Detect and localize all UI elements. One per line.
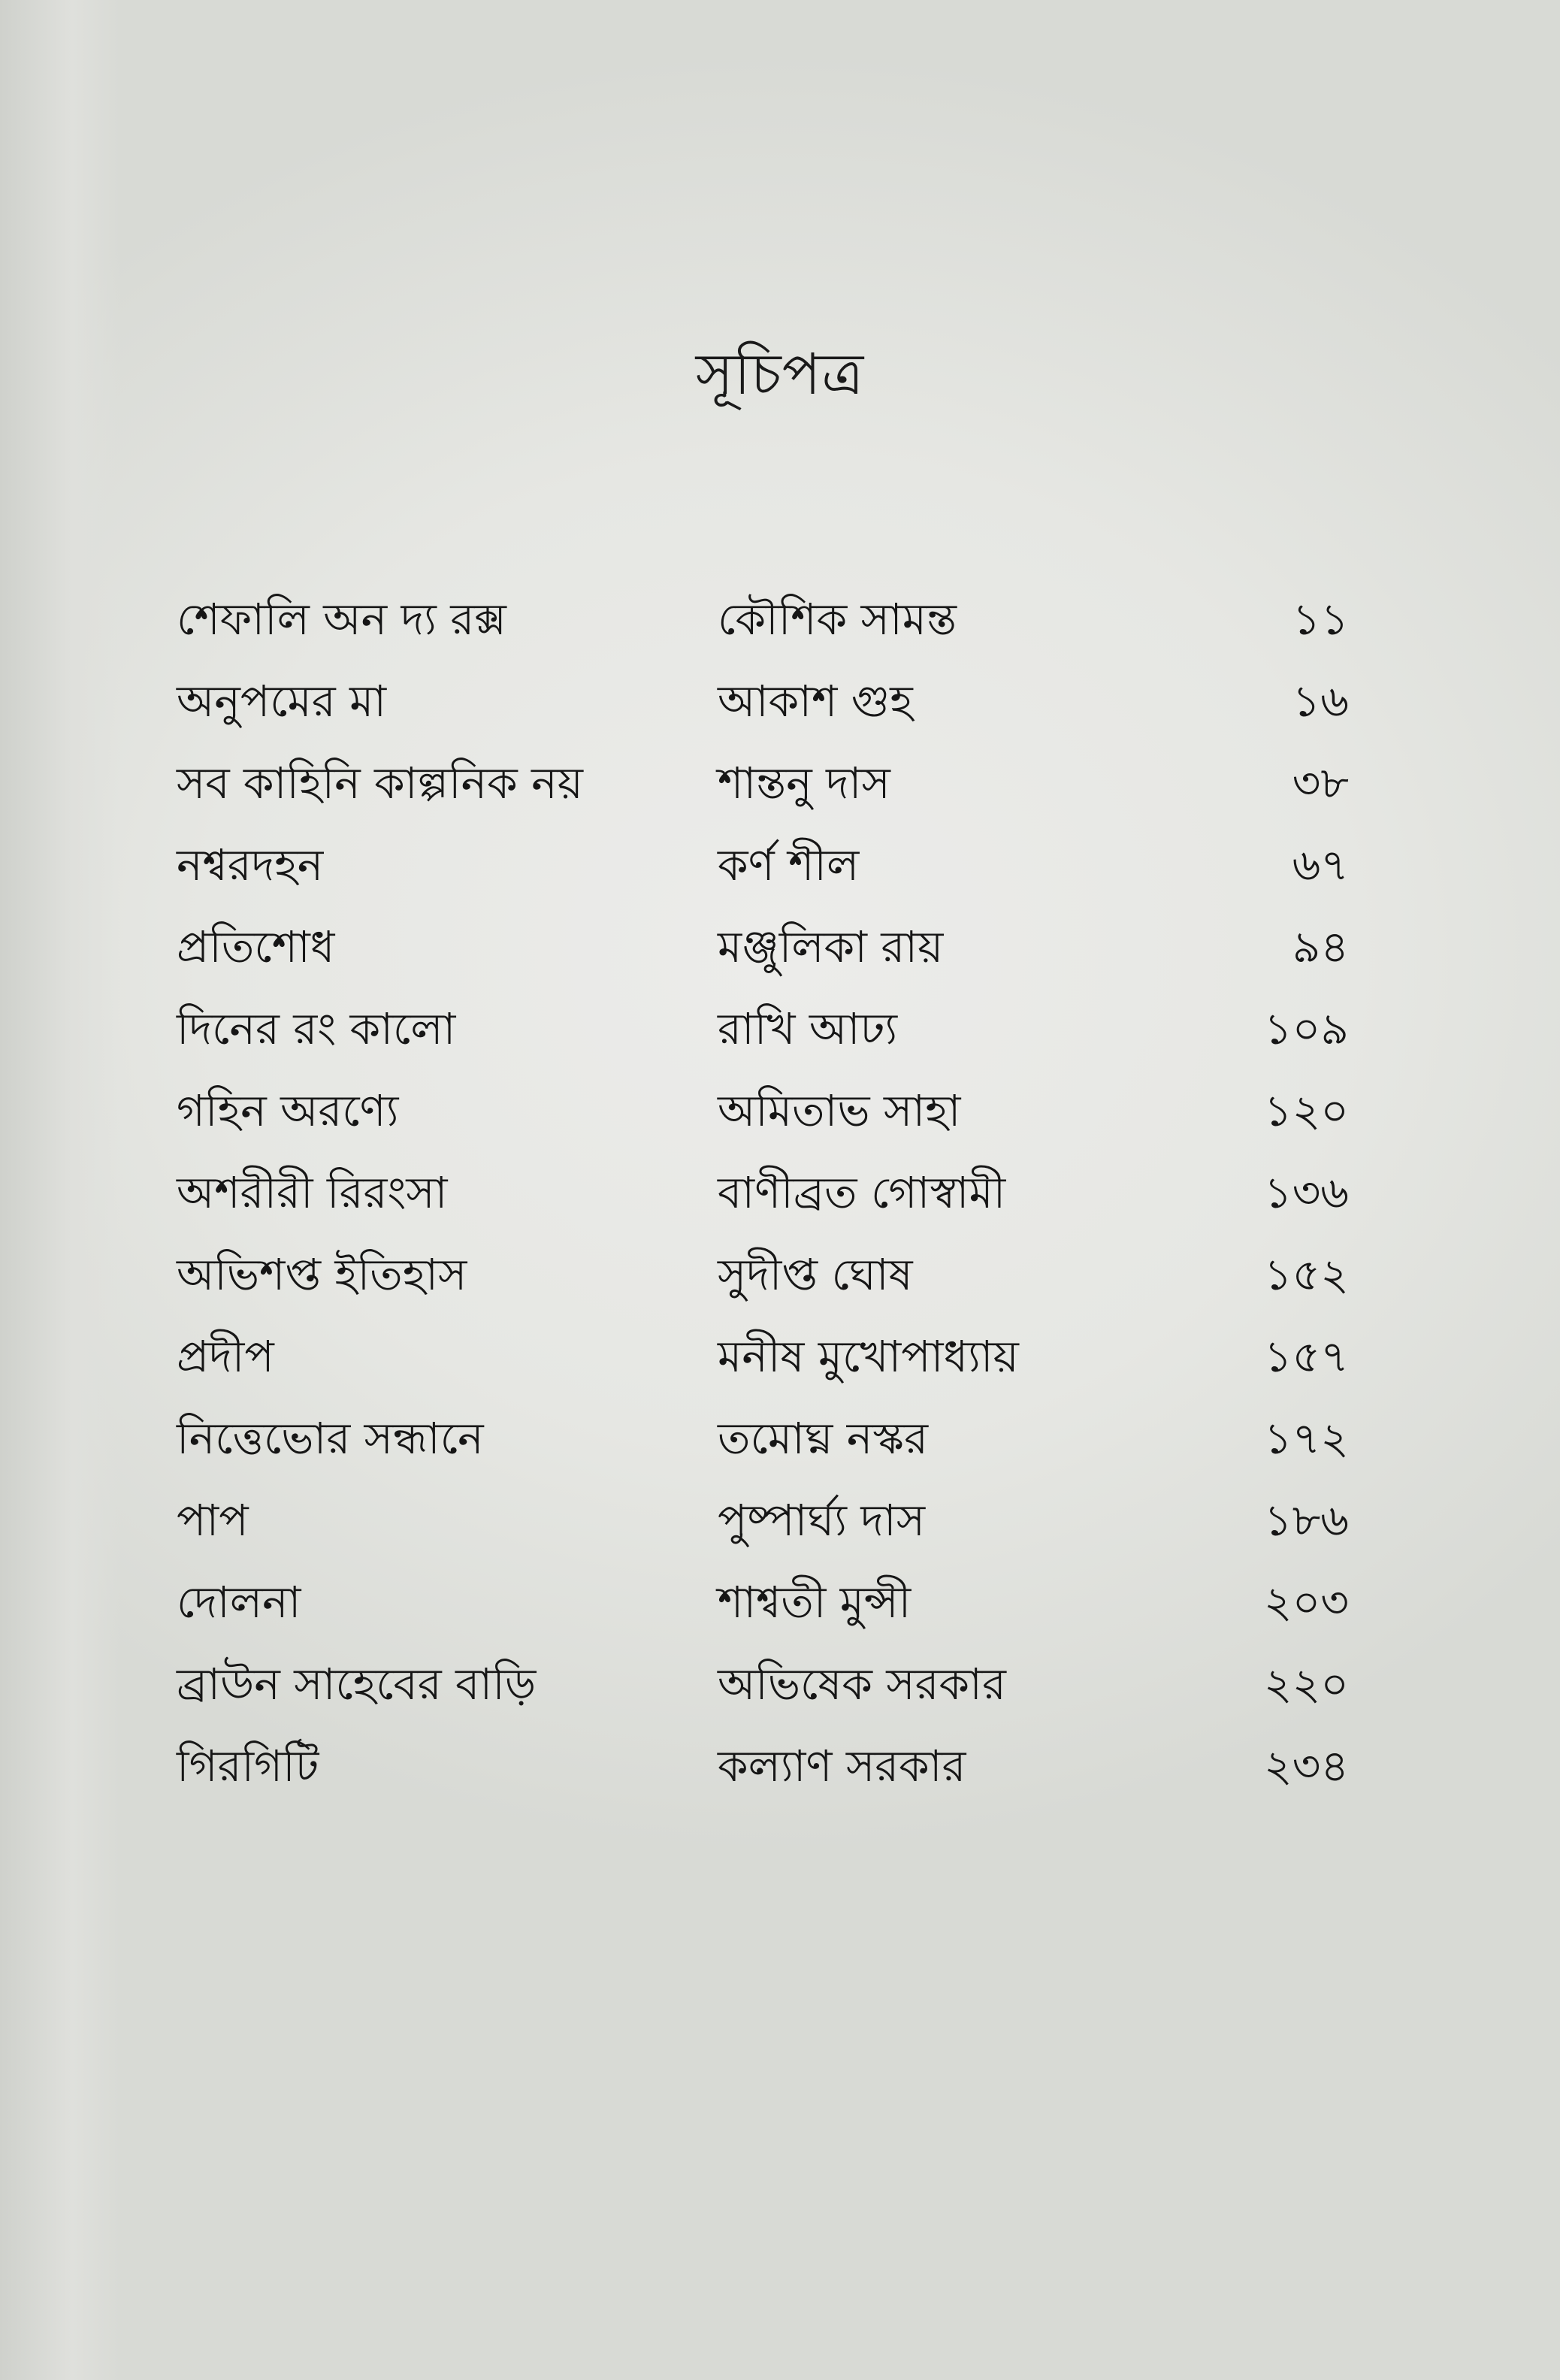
page-number: ১১: [1292, 594, 1349, 645]
story-title: শেফালি অন দ্য রক্স: [177, 594, 506, 645]
toc-row: [177, 988, 1379, 1070]
page-number: ১৩৬: [1263, 1167, 1349, 1218]
page-number: ৯৪: [1292, 921, 1349, 972]
toc-row: [177, 1152, 1379, 1234]
story-title: দিনের রং কালো: [177, 1003, 456, 1054]
page-number: ১৭২: [1263, 1413, 1349, 1464]
toc-row: [177, 1562, 1379, 1644]
story-title: গহিন অরণ্যে: [177, 1085, 399, 1136]
story-title: পাপ: [177, 1495, 249, 1546]
story-title: নিত্তেভোর সন্ধানে: [177, 1413, 484, 1464]
story-title: দোলনা: [177, 1577, 301, 1628]
toc-row: [177, 1398, 1379, 1480]
author-name: তমোঘ্ন নস্কর: [718, 1413, 929, 1464]
toc-row: [177, 661, 1379, 742]
author-name: আকাশ গুহ: [718, 676, 913, 727]
author-name: অমিতাভ সাহা: [718, 1085, 961, 1136]
page-title: সূচিপত্র: [695, 340, 865, 407]
story-title: প্রদীপ: [177, 1331, 274, 1382]
toc-row: [177, 579, 1379, 661]
story-title: নশ্বরদহন: [177, 839, 324, 891]
toc-row: [177, 742, 1379, 824]
page-number: ১২০: [1263, 1085, 1349, 1136]
author-name: অভিষেক সরকার: [718, 1659, 1006, 1710]
page-number: ১৫২: [1264, 1249, 1349, 1300]
author-name: কর্ণ শীল: [718, 839, 860, 891]
story-title: প্রতিশোধ: [177, 921, 335, 972]
page-number: ১০৯: [1264, 1003, 1349, 1054]
page-number: ৩৮: [1292, 758, 1349, 809]
story-title: সব কাহিনি কাল্পনিক নয়: [177, 758, 583, 809]
page-number: ১৬: [1292, 676, 1349, 727]
author-name: রাখি আঢ্য: [718, 1003, 898, 1054]
page-number: ২২০: [1263, 1659, 1349, 1710]
author-name: সুদীপ্ত ঘোষ: [718, 1249, 913, 1300]
page-number: ১৮৬: [1264, 1495, 1349, 1546]
story-title: অভিশপ্ত ইতিহাস: [177, 1249, 467, 1300]
author-name: মঞ্জুলিকা রায়: [718, 921, 944, 972]
page-number: ২৩৪: [1263, 1740, 1349, 1792]
story-title: গিরগিটি: [177, 1740, 319, 1792]
author-name: শাশ্বতী মুন্সী: [718, 1577, 912, 1628]
author-name: কল্যাণ সরকার: [718, 1740, 966, 1792]
story-title: ব্রাউন সাহেবের বাড়ি: [177, 1659, 537, 1710]
page-number: ২০৩: [1263, 1577, 1349, 1628]
toc-row: [177, 1234, 1379, 1316]
toc-row: [177, 906, 1379, 988]
toc-row: [177, 1316, 1379, 1398]
story-title: অশরীরী রিরংসা: [177, 1167, 448, 1218]
author-name: বাণীব্রত গোস্বামী: [718, 1167, 1006, 1218]
toc-row: [177, 1725, 1379, 1807]
page-number: ৬৭: [1292, 839, 1349, 891]
author-name: শান্তনু দাস: [718, 758, 890, 809]
toc-row: [177, 1644, 1379, 1725]
story-title: অনুপমের মা: [177, 676, 387, 727]
toc-row: [177, 824, 1379, 906]
author-name: পুষ্পার্ঘ্য দাস: [718, 1495, 926, 1546]
table-of-contents: [177, 579, 1379, 1807]
toc-row: [177, 1070, 1379, 1152]
author-name: কৌশিক সামন্ত: [718, 594, 957, 645]
author-name: মনীষ মুখোপাধ্যায়: [718, 1331, 1019, 1382]
toc-row: [177, 1480, 1379, 1562]
page-number: ১৫৭: [1264, 1331, 1349, 1382]
